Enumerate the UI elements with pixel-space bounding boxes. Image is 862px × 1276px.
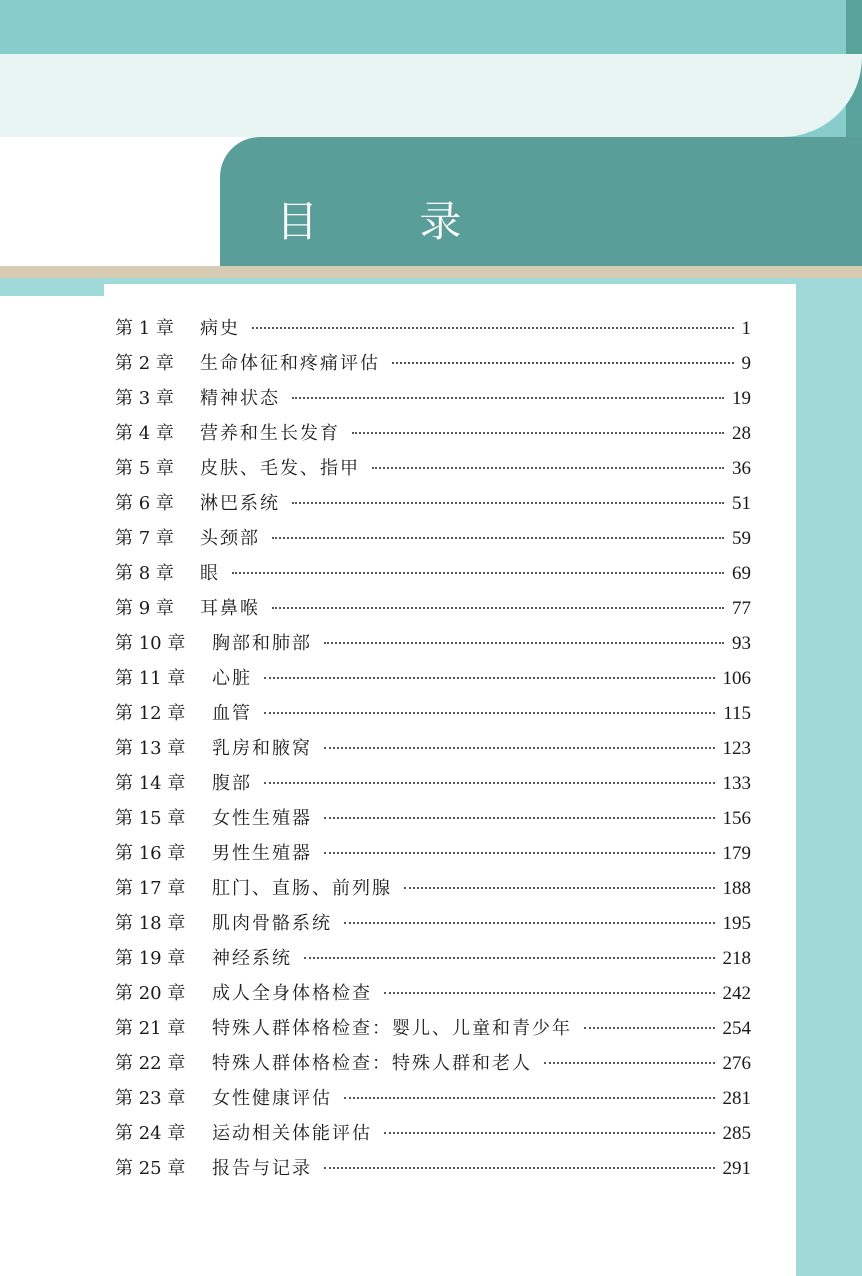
chapter-number: 第 21 章 xyxy=(115,1018,186,1039)
chapter-title: 成人全身体格检查 xyxy=(212,983,372,1004)
toc-entry[interactable] xyxy=(115,629,751,664)
dot-leader xyxy=(324,642,724,644)
page-number: 156 xyxy=(722,808,751,829)
toc-entry[interactable] xyxy=(115,909,751,944)
toc-entry[interactable] xyxy=(115,734,751,769)
chapter-title: 耳鼻喉 xyxy=(200,598,260,619)
chapter-number: 第 2 章 xyxy=(115,353,174,374)
chapter-number: 第 20 章 xyxy=(115,983,186,1004)
chapter-title: 眼 xyxy=(200,563,220,584)
page-number: 106 xyxy=(722,668,751,689)
chapter-title: 头颈部 xyxy=(200,528,260,549)
toc-entry[interactable] xyxy=(115,699,751,734)
toc-entry[interactable] xyxy=(115,839,751,874)
chapter-number: 第 12 章 xyxy=(115,703,186,724)
toc-entry[interactable] xyxy=(115,594,751,629)
right-margin-strip xyxy=(796,278,862,1276)
toc-entry[interactable] xyxy=(115,769,751,804)
toc-entry[interactable] xyxy=(115,349,751,384)
dot-leader xyxy=(584,1027,715,1029)
page-number: 188 xyxy=(722,878,751,899)
title-banner xyxy=(220,137,862,266)
toc-entry[interactable] xyxy=(115,664,751,699)
toc-entry[interactable] xyxy=(115,979,751,1014)
page-number: 242 xyxy=(722,983,751,1004)
chapter-title: 腹部 xyxy=(212,773,252,794)
dot-leader xyxy=(292,397,724,399)
toc-entry[interactable] xyxy=(115,874,751,909)
page-number: 28 xyxy=(732,423,751,444)
dot-leader xyxy=(292,502,724,504)
page-number: 133 xyxy=(722,773,751,794)
chapter-title: 肛门、直肠、前列腺 xyxy=(212,878,392,899)
chapter-title: 女性生殖器 xyxy=(212,808,312,829)
toc-entry[interactable] xyxy=(115,559,751,594)
dot-leader xyxy=(324,1167,715,1169)
chapter-number: 第 17 章 xyxy=(115,878,186,899)
chapter-title: 运动相关体能评估 xyxy=(212,1123,372,1144)
dot-leader xyxy=(392,362,734,364)
chapter-number: 第 18 章 xyxy=(115,913,186,934)
toc-entry[interactable] xyxy=(115,804,751,839)
dot-leader xyxy=(304,957,715,959)
toc-entry[interactable] xyxy=(115,489,751,524)
chapter-number: 第 4 章 xyxy=(115,423,174,444)
toc-entry[interactable] xyxy=(115,419,751,454)
toc-entry[interactable] xyxy=(115,314,751,349)
page-number: 218 xyxy=(722,948,751,969)
page-number: 179 xyxy=(722,843,751,864)
dot-leader xyxy=(232,572,724,574)
page-number: 276 xyxy=(722,1053,751,1074)
dot-leader xyxy=(404,887,715,889)
chapter-number: 第 8 章 xyxy=(115,563,174,584)
dot-leader xyxy=(264,712,715,714)
chapter-number: 第 19 章 xyxy=(115,948,186,969)
page-number: 123 xyxy=(722,738,751,759)
page-number: 77 xyxy=(732,598,751,619)
toc-entry[interactable] xyxy=(115,1014,751,1049)
toc-entry[interactable] xyxy=(115,1119,751,1154)
dot-leader xyxy=(544,1062,715,1064)
page-number: 195 xyxy=(722,913,751,934)
header-light-curve xyxy=(0,54,862,137)
dot-leader xyxy=(324,747,715,749)
chapter-title: 病史 xyxy=(200,318,240,339)
dot-leader xyxy=(324,817,715,819)
dot-leader xyxy=(352,432,724,434)
chapter-number: 第 5 章 xyxy=(115,458,174,479)
dot-leader xyxy=(384,992,715,994)
chapter-title: 报告与记录 xyxy=(212,1158,312,1179)
chapter-title: 生命体征和疼痛评估 xyxy=(200,353,380,374)
chapter-title: 特殊人群体格检查：婴儿、儿童和青少年 xyxy=(212,1018,572,1039)
page-title: 目 录 xyxy=(276,197,506,246)
chapter-number: 第 25 章 xyxy=(115,1158,186,1179)
toc-entry[interactable] xyxy=(115,1154,751,1189)
page-number: 9 xyxy=(741,353,751,374)
page-number: 285 xyxy=(722,1123,751,1144)
chapter-title: 特殊人群体格检查：特殊人群和老人 xyxy=(212,1053,532,1074)
header-top-band xyxy=(0,0,862,54)
toc-entry[interactable] xyxy=(115,1084,751,1119)
page-number: 19 xyxy=(732,388,751,409)
page-number: 59 xyxy=(732,528,751,549)
dot-leader xyxy=(372,467,724,469)
page-number: 115 xyxy=(723,703,751,724)
chapter-number: 第 23 章 xyxy=(115,1088,186,1109)
chapter-number: 第 14 章 xyxy=(115,773,186,794)
chapter-number: 第 9 章 xyxy=(115,598,174,619)
toc-entry[interactable] xyxy=(115,1049,751,1084)
dot-leader xyxy=(264,782,715,784)
dot-leader xyxy=(344,1097,715,1099)
page-number: 69 xyxy=(732,563,751,584)
chapter-title: 心脏 xyxy=(212,668,252,689)
chapter-number: 第 10 章 xyxy=(115,633,186,654)
page-number: 291 xyxy=(722,1158,751,1179)
page-number: 254 xyxy=(722,1018,751,1039)
chapter-number: 第 16 章 xyxy=(115,843,186,864)
dot-leader xyxy=(324,852,715,854)
chapter-title: 女性健康评估 xyxy=(212,1088,332,1109)
chapter-number: 第 6 章 xyxy=(115,493,174,514)
chapter-title: 营养和生长发育 xyxy=(200,423,340,444)
chapter-title: 肌肉骨骼系统 xyxy=(212,913,332,934)
chapter-number: 第 1 章 xyxy=(115,318,174,339)
page-number: 51 xyxy=(732,493,751,514)
page-number: 36 xyxy=(732,458,751,479)
dot-leader xyxy=(264,677,715,679)
chapter-number: 第 24 章 xyxy=(115,1123,186,1144)
chapter-title: 神经系统 xyxy=(212,948,292,969)
chapter-number: 第 3 章 xyxy=(115,388,174,409)
chapter-title: 男性生殖器 xyxy=(212,843,312,864)
chapter-number: 第 13 章 xyxy=(115,738,186,759)
toc-entry[interactable] xyxy=(115,944,751,979)
chapter-number: 第 15 章 xyxy=(115,808,186,829)
toc-entry[interactable] xyxy=(115,454,751,489)
table-of-contents xyxy=(115,314,751,1189)
toc-entry[interactable] xyxy=(115,524,751,559)
dot-leader xyxy=(272,537,724,539)
header-divider xyxy=(0,266,862,278)
chapter-number: 第 7 章 xyxy=(115,528,174,549)
dot-leader xyxy=(252,327,734,329)
toc-entry[interactable] xyxy=(115,384,751,419)
chapter-title: 胸部和肺部 xyxy=(212,633,312,654)
dot-leader xyxy=(344,922,715,924)
dot-leader xyxy=(384,1132,715,1134)
chapter-title: 血管 xyxy=(212,703,252,724)
chapter-title: 皮肤、毛发、指甲 xyxy=(200,458,360,479)
chapter-title: 精神状态 xyxy=(200,388,280,409)
page-number: 93 xyxy=(732,633,751,654)
chapter-number: 第 22 章 xyxy=(115,1053,186,1074)
dot-leader xyxy=(272,607,724,609)
chapter-number: 第 11 章 xyxy=(115,668,186,689)
chapter-title: 淋巴系统 xyxy=(200,493,280,514)
page-number: 281 xyxy=(722,1088,751,1109)
page-number: 1 xyxy=(741,318,751,339)
chapter-title: 乳房和腋窝 xyxy=(212,738,312,759)
